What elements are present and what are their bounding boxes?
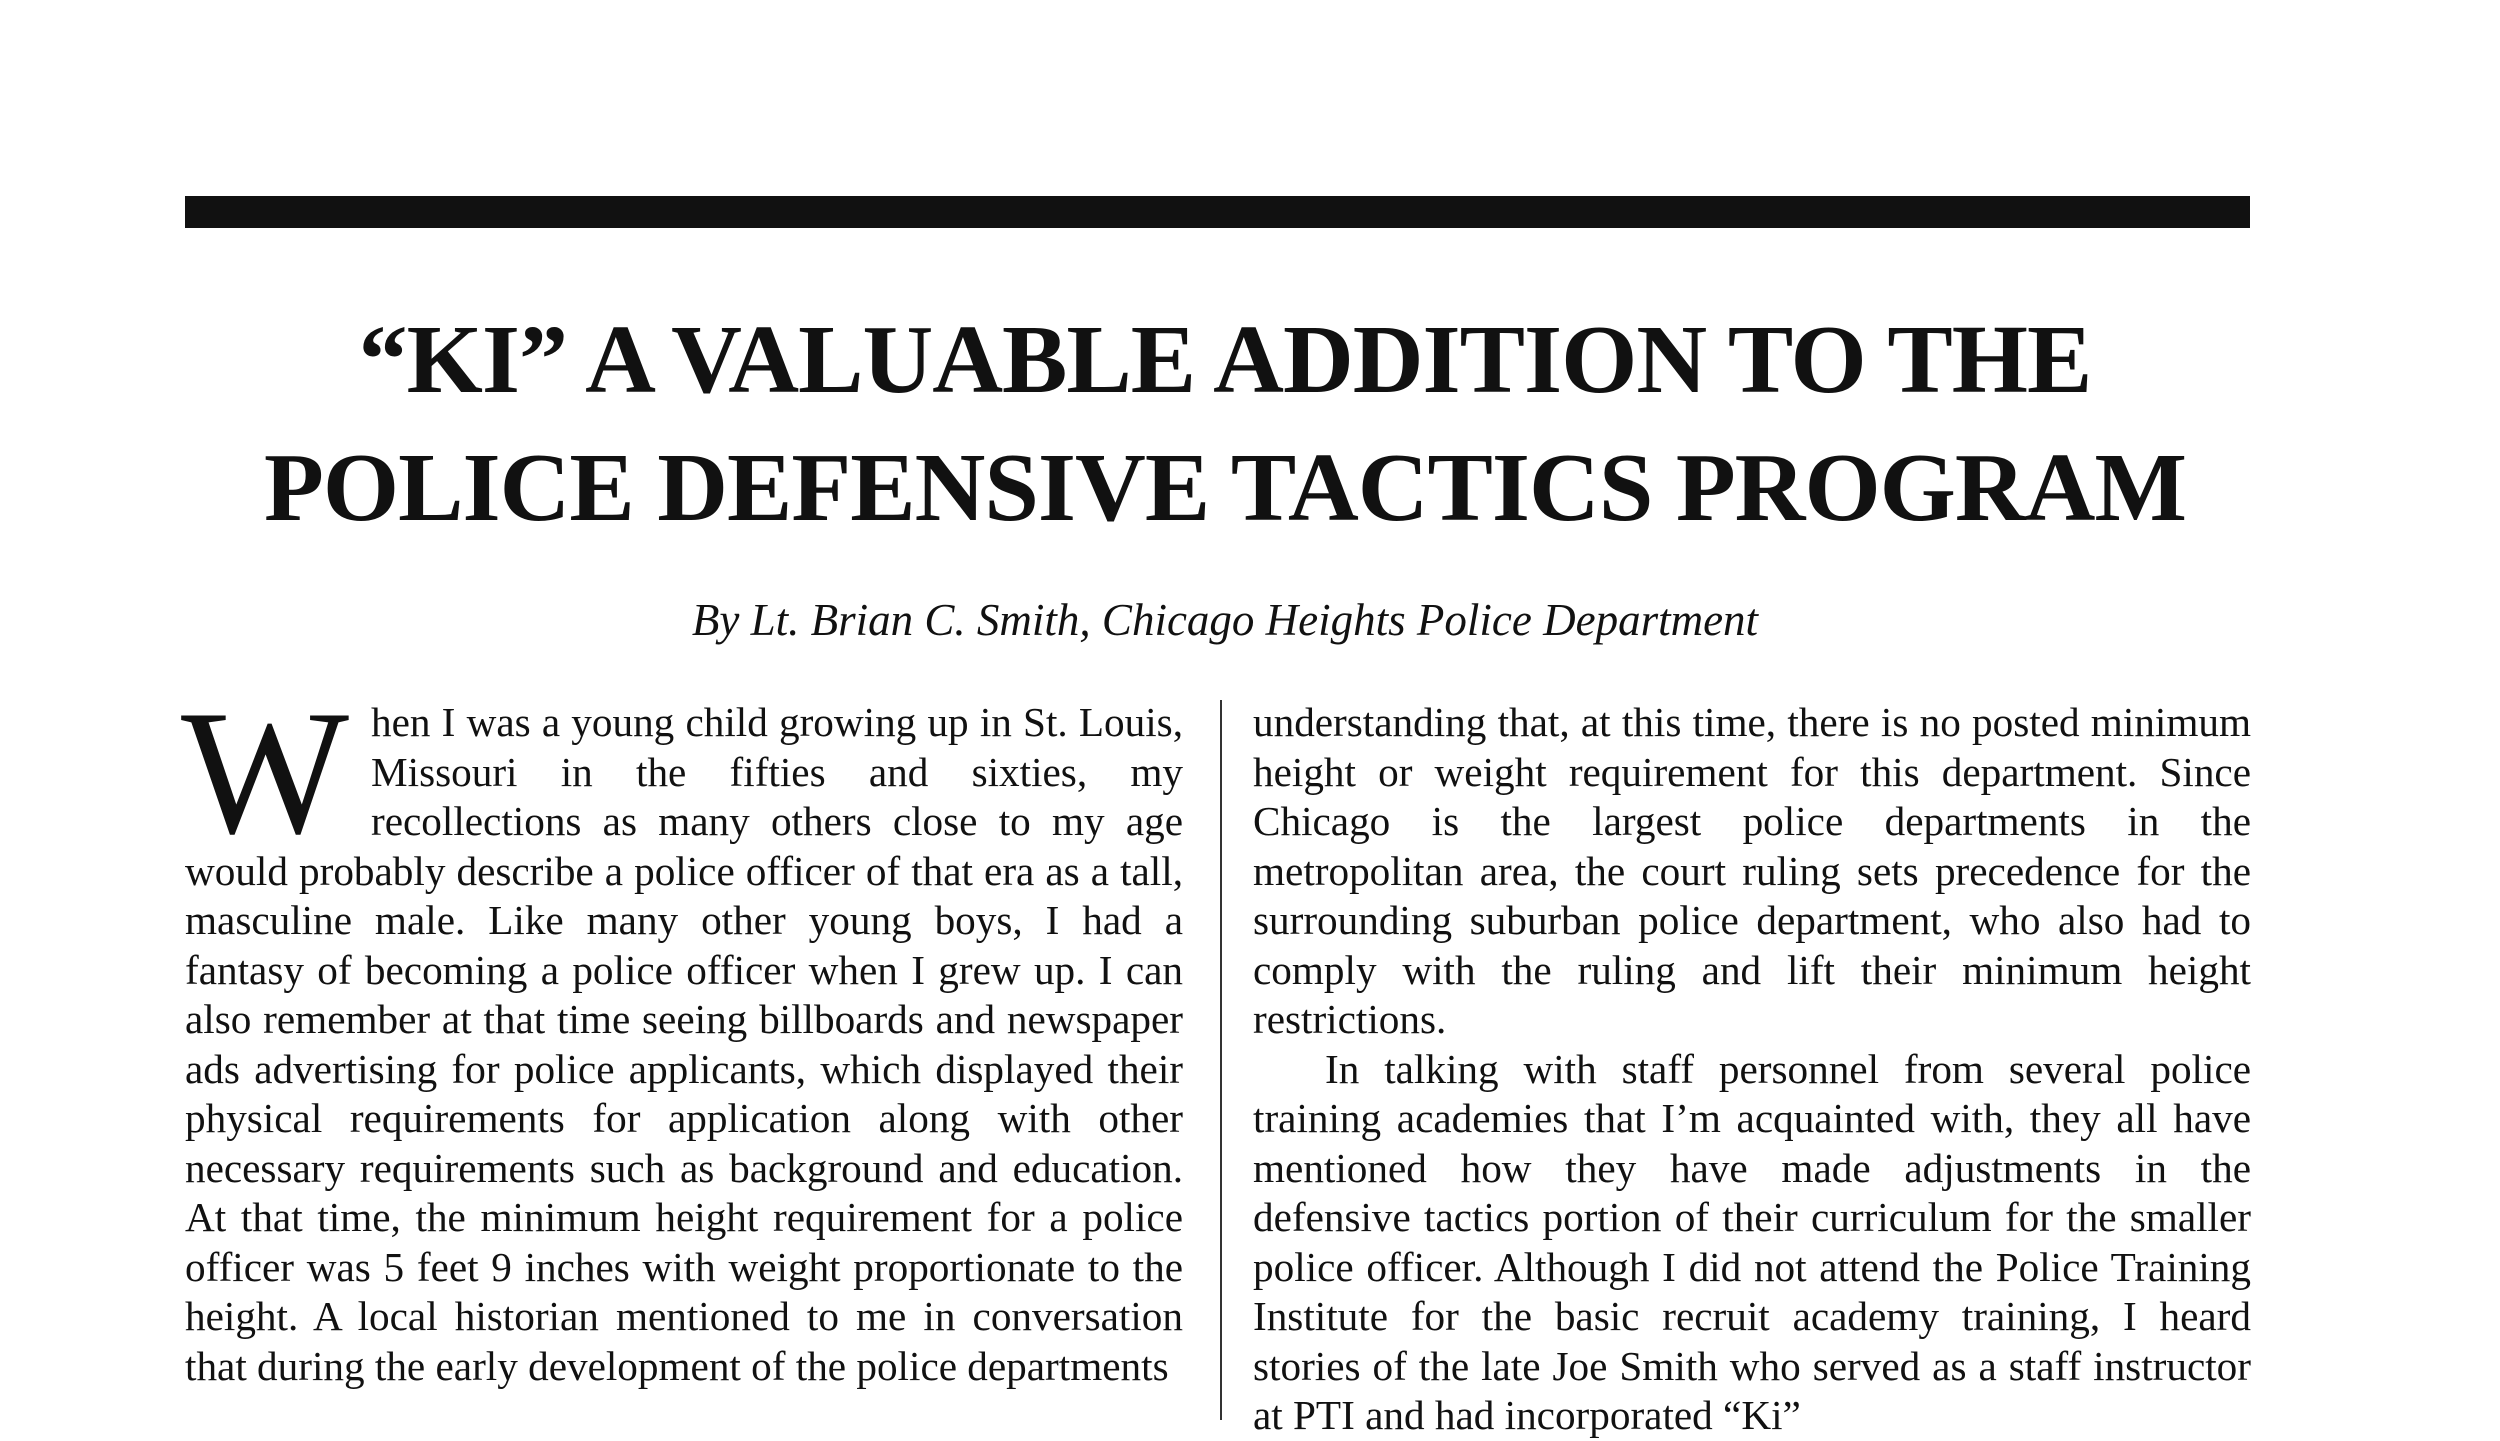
byline: By Lt. Brian C. Smith, Chicago Heights Police Department: [691, 595, 1759, 645]
title-line-2: POLICE DEFENSIVE TACTICS PROGRAM: [264, 434, 2186, 542]
top-rule: [185, 196, 2250, 228]
right-paragraph-2: In talking with staff personnel from several police training academies that I’m acquainted with, they all have mentioned how they have made adjustments in the defensive tactics portion of their curriculum for the smaller police officer. Although I did not attend the Police Training Institute for the basic recruit academy training, I heard stories of the late Joe Smith who served as a staff instructor at PTI and had incorporated “Ki”: [1253, 1045, 2251, 1438]
right-column: [1253, 698, 2251, 1441]
article-title: [100, 296, 2350, 552]
title-line-1: “KI” A VALUABLE ADDITION TO THE: [358, 306, 2092, 414]
right-paragraph-1: understanding that, at this time, there is no posted minimum height or weight requirement for this department. Since Chicago is the largest police departments in the metropolitan area, the court ruling sets precedence for the surrounding suburban police department, who also had to comply with the ruling and lift their minimum height restrictions.: [1253, 699, 2251, 1042]
left-paragraph-1-text: hen I was a young child growing up in St. Louis, Missouri in the fifties and sixties, my recollections as many others close to my age would probably describe a police officer of that era as a tall, masculine male. Like many other young boys, I had a fantasy of becoming a police officer when I grew up. I can also remember at that time seeing billboards and newspaper ads advertising for police applicants, which displayed their physical requirements for application along with other necessary requirements such as background and education. At that time, the minimum height requirement for a police officer was 5 feet 9 inches with weight proportionate to the height. A local historian mentioned to me in conversation that during the early development of the police departments: [185, 699, 1183, 1389]
left-column: [181, 673, 1183, 1391]
drop-cap: W: [181, 673, 350, 871]
left-paragraph-1: [181, 673, 1183, 1391]
column-divider: [1220, 700, 1222, 1420]
